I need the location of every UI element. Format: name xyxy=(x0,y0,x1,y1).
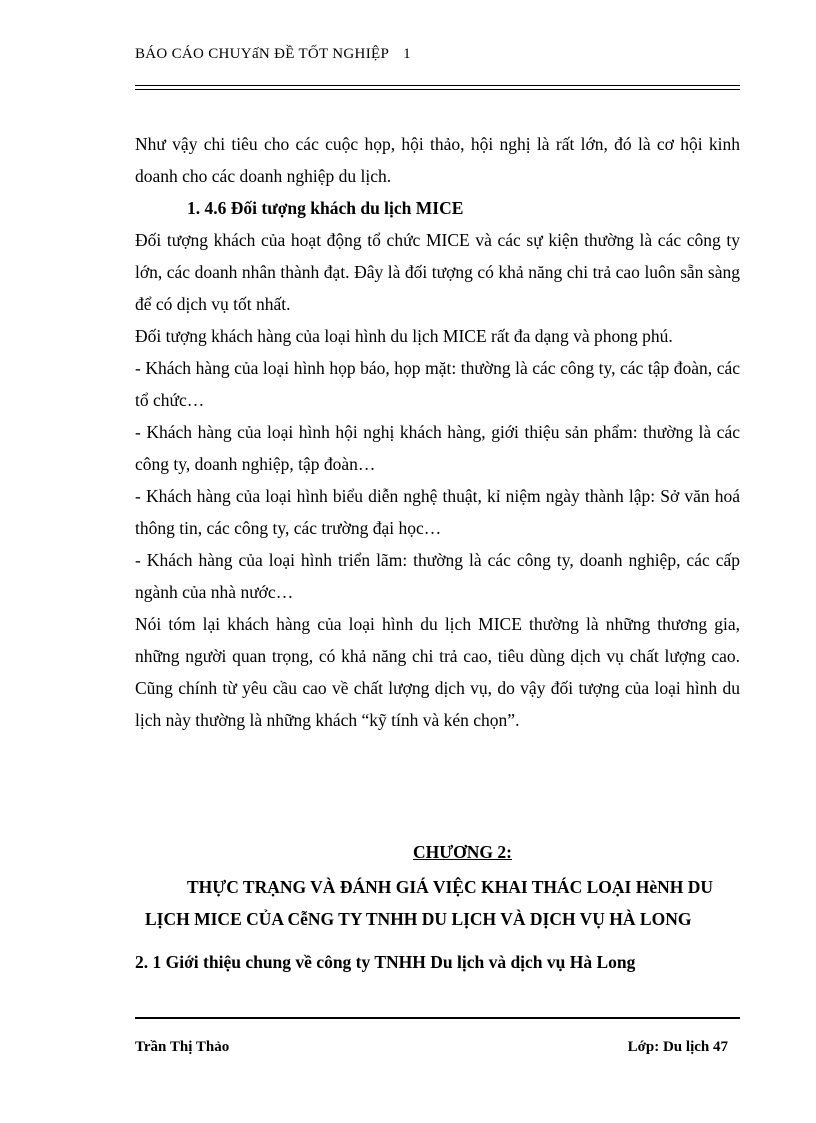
footer-class: Lớp: Du lịch 47 xyxy=(627,1039,728,1055)
document-body xyxy=(135,128,740,736)
section-heading: 2. 1 Giới thiệu chung về công ty TNHH Du lịch và dịch vụ Hà Long xyxy=(135,952,636,972)
header-title: BÁO CÁO CHUYấN ĐỀ TỐT NGHIỆP xyxy=(135,46,390,62)
footer-author: Trần Thị Thảo xyxy=(135,1039,230,1055)
paragraph-target-customers: Đối tượng khách của hoạt động tổ chức MICE và các sự kiện thường là các công ty lớn, các doanh nhân thành đạt. Đây là đối tượng có khả năng chi trả cao luôn sẵn sàng để có dịch vụ tốt nhất. xyxy=(135,230,740,314)
chapter-heading xyxy=(135,836,740,935)
bullet-press-meeting: - Khách hàng của loại hình họp báo, họp mặt: thường là các công ty, các tập đoàn, các tổ chức… xyxy=(135,358,740,410)
chapter-label: CHƯƠNG 2: xyxy=(413,842,512,862)
chapter-title-line2: LỊCH MICE CỦA CễNG TY TNHH DU LỊCH VÀ DỊCH VỤ HÀ LONG xyxy=(145,909,692,929)
chapter-title-line1: THỰC TRẠNG VÀ ĐÁNH GIÁ VIỆC KHAI THÁC LOẠI HèNH DU xyxy=(187,877,714,897)
bullet-exhibition: - Khách hàng của loại hình triển lãm: thường là các công ty, doanh nghiệp, các cấp ngành của nhà nước… xyxy=(135,550,740,602)
page-footer xyxy=(135,1039,740,1056)
subsection-heading: 1. 4.6 Đối tượng khách du lịch MICE xyxy=(187,198,464,218)
bullet-customer-conference: - Khách hàng của loại hình hội nghị khách hàng, giới thiệu sản phẩm: thường là các công ty, doanh nghiệp, tập đoàn… xyxy=(135,422,740,474)
paragraph-intro: Như vậy chi tiêu cho các cuộc họp, hội thảo, hội nghị là rất lớn, đó là cơ hội kinh doanh cho các doanh nghiệp du lịch. xyxy=(135,134,740,186)
bullet-art-performance: - Khách hàng của loại hình biểu diễn nghệ thuật, kỉ niệm ngày thành lập: Sở văn hoá thông tin, các công ty, các trường đại học… xyxy=(135,486,740,538)
paragraph-summary: Nói tóm lại khách hàng của loại hình du lịch MICE thường là những thương gia, những người quan trọng, có khả năng chi trả cao, tiêu dùng dịch vụ chất lượng cao. Cũng chính từ yêu cầu cao về chất lượng dịch vụ, do vậy đối tượng của loại hình du lịch này thường là những khách “kỹ tính và kén chọn”. xyxy=(135,614,740,730)
page-number: 1 xyxy=(403,46,411,62)
header-divider xyxy=(135,85,740,90)
page-header xyxy=(135,46,411,63)
paragraph-diversity: Đối tượng khách hàng của loại hình du lịch MICE rất đa dạng và phong phú. xyxy=(135,326,673,346)
footer-divider xyxy=(135,1017,740,1019)
